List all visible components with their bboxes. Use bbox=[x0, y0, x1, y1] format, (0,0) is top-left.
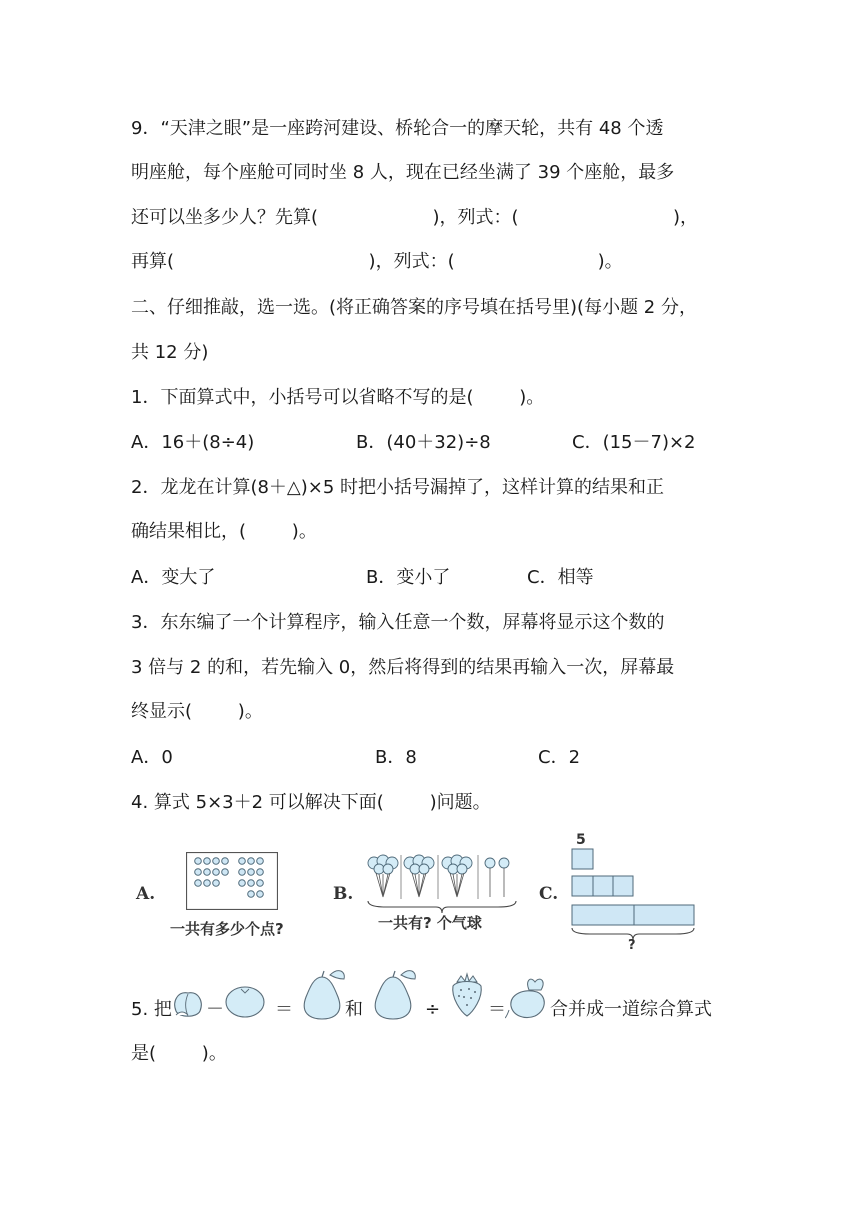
q3-stem-line-2: 3 倍与 2 的和，若先输入 0，然后将得到的结果再输入一次，屏幕最 bbox=[131, 657, 675, 678]
q4-figure-c-top-label: 5 bbox=[576, 832, 586, 848]
q9-line-4: 再算( )，列式：( )。 bbox=[131, 251, 623, 272]
q3-option-a: A．0 bbox=[131, 747, 173, 768]
q1-option-a: A．16＋(8÷4) bbox=[131, 432, 255, 453]
q1-stem: 1．下面算式中，小括号可以省略不写的是( )。 bbox=[131, 387, 545, 408]
q5-suffix: 合并成一道综合算式 bbox=[550, 999, 712, 1020]
q3-option-b: B．8 bbox=[375, 747, 417, 768]
q4-figure-a-label: A. bbox=[136, 884, 156, 904]
q4-figure-c-bottom-label: ? bbox=[628, 938, 636, 953]
q9-line-3: 还可以坐多少人？先算( )，列式：( )， bbox=[131, 207, 699, 228]
strawberry-icon bbox=[449, 972, 485, 1018]
q2-stem-line-1: 2．龙龙在计算(8＋△)×5 时把小括号漏掉了，这样计算的结果和正 bbox=[131, 477, 665, 498]
q3-stem-line-3: 终显示( )。 bbox=[131, 701, 263, 722]
q4-figure-c-label: C. bbox=[539, 884, 559, 904]
q4-stem: 4. 算式 5×3＋2 可以解决下面( )问题。 bbox=[131, 792, 491, 813]
q4-figure-b-caption: 一共有? 个气球 bbox=[378, 914, 482, 932]
q4-figure-b-balloons bbox=[366, 853, 518, 915]
q4-figure-a-dots bbox=[186, 852, 278, 910]
q1-option-c: C．(15－7)×2 bbox=[572, 432, 696, 453]
q4-figure-b-label: B. bbox=[333, 884, 354, 904]
q5-and: 和 bbox=[345, 999, 363, 1020]
q9-line-2: 明座舱，每个座舱可同时坐 8 人，现在已经坐满了 39 个座舱，最多 bbox=[131, 162, 675, 183]
q5-equals-2: ＝ bbox=[488, 999, 506, 1020]
q2-option-b: B．变小了 bbox=[366, 567, 451, 588]
q4-figure-a-caption: 一共有多少个点? bbox=[170, 920, 284, 938]
section2-heading-line-2: 共 12 分) bbox=[131, 342, 209, 363]
q2-option-c: C．相等 bbox=[527, 567, 594, 588]
q3-stem-line-1: 3．东东编了一个计算程序，输入任意一个数，屏幕将显示这个数的 bbox=[131, 612, 665, 633]
q9-line-1: 9．“天津之眼”是一座跨河建设、桥轮合一的摩天轮，共有 48 个透 bbox=[131, 118, 664, 139]
q3-option-c: C．2 bbox=[538, 747, 581, 768]
blueberry-icon bbox=[224, 985, 266, 1019]
q5-prefix: 5. 把 bbox=[131, 999, 172, 1020]
q5-line-2: 是( )。 bbox=[131, 1043, 227, 1064]
q5-divide: ÷ bbox=[425, 999, 441, 1020]
pear-icon bbox=[371, 965, 417, 1021]
q4-figure-c-diagram bbox=[570, 848, 698, 944]
peach-icon bbox=[170, 985, 206, 1021]
radish-icon bbox=[505, 976, 551, 1022]
q2-stem-line-2: 确结果相比，( )。 bbox=[131, 521, 317, 542]
q5-equals-1: ＝ bbox=[275, 999, 293, 1020]
q2-option-a: A．变大了 bbox=[131, 567, 216, 588]
q1-option-b: B．(40＋32)÷8 bbox=[356, 432, 491, 453]
q5-minus: － bbox=[206, 999, 224, 1020]
section2-heading-line-1: 二、仔细推敲，选一选。(将正确答案的序号填在括号里)(每小题 2 分， bbox=[131, 297, 697, 318]
pear-icon bbox=[300, 965, 346, 1021]
